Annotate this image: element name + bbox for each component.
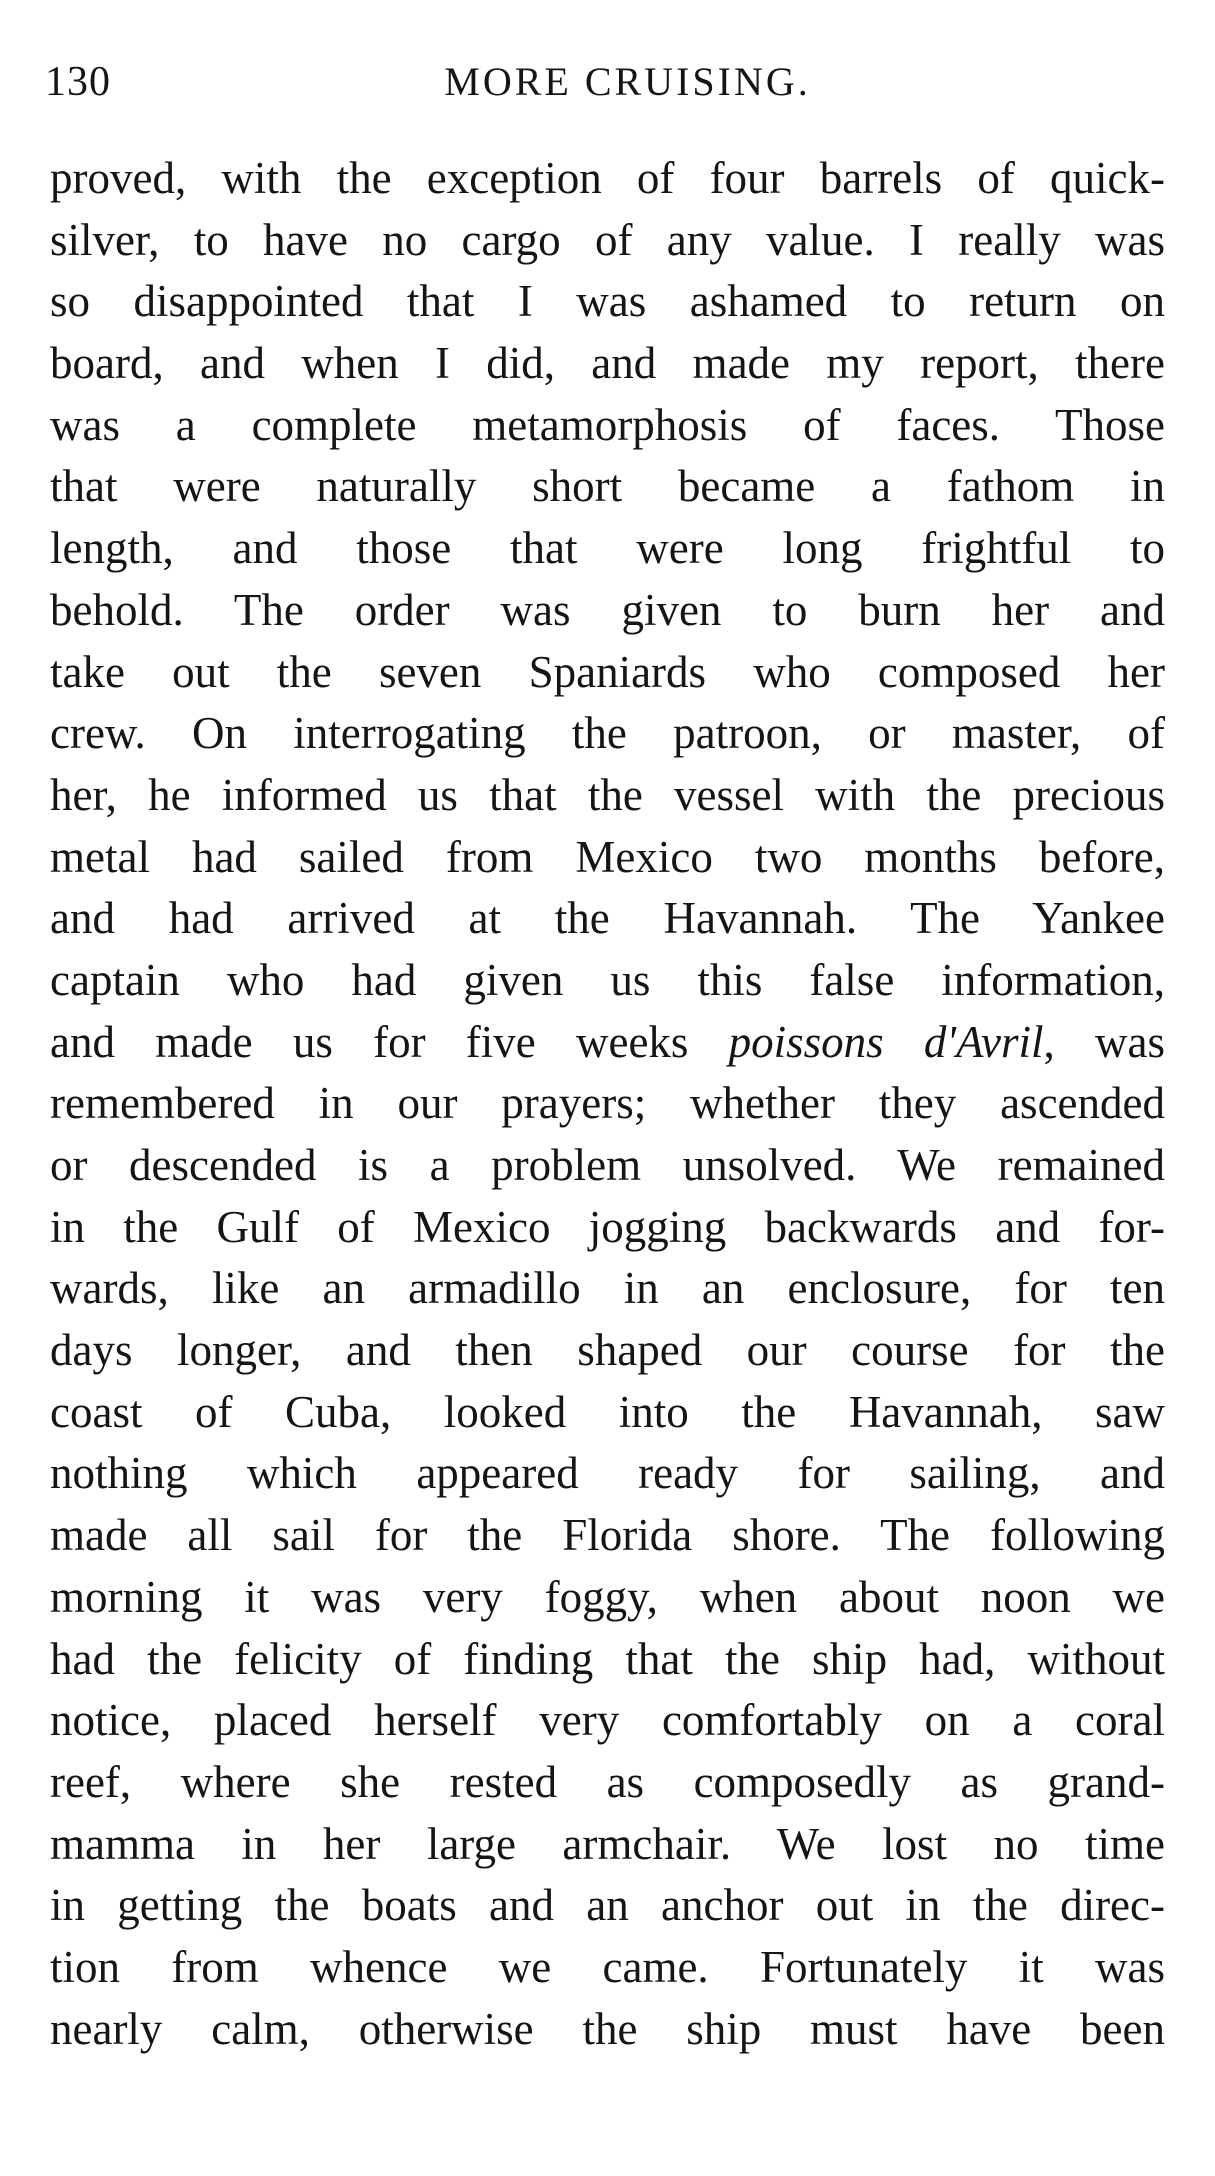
text-line: was a complete metamorphosis of faces. Those — [50, 399, 1165, 450]
text-line: tion from whence we came. Fortunately it was — [50, 1941, 1165, 1992]
text-line: reef, where she rested as composedly as grand- — [50, 1756, 1165, 1807]
text-line: captain who had given us this false information, — [50, 954, 1165, 1005]
text-line: nothing which appeared ready for sailing, and — [50, 1448, 1165, 1499]
text-line: board, and when I did, and made my report, there — [50, 338, 1165, 389]
text-line: in getting the boats and an anchor out in the direc- — [50, 1880, 1165, 1931]
text-line: mamma in her large armchair. We lost no time — [50, 1818, 1165, 1869]
text-segment: and made us for five weeks — [50, 1016, 729, 1067]
text-line: or descended is a problem unsolved. We remained — [50, 1140, 1165, 1190]
running-title: MORE CRUISING. — [444, 59, 811, 104]
text-line-with-italic — [50, 1012, 1165, 1074]
text-line: silver, to have no cargo of any value. I really was — [50, 214, 1165, 265]
text-segment: , was — [1043, 1016, 1165, 1067]
text-line: proved, with the exception of four barrels of quick- — [50, 153, 1165, 203]
text-line: behold. The order was given to burn her and — [50, 584, 1165, 635]
text-line: take out the seven Spaniards who composed her — [50, 646, 1165, 697]
text-line: her, he informed us that the vessel with the precious — [50, 769, 1165, 820]
text-line: remembered in our prayers; whether they ascended — [50, 1078, 1165, 1129]
text-line: in the Gulf of Mexico jogging backwards and for- — [50, 1201, 1165, 1252]
page-number: 130 — [45, 59, 111, 105]
text-line: length, and those that were long frightful to — [50, 523, 1165, 574]
text-line: had the felicity of finding that the ship had, without — [50, 1633, 1165, 1684]
text-line: metal had sailed from Mexico two months before, — [50, 831, 1165, 882]
text-line: nearly calm, otherwise the ship must have been — [50, 2003, 1165, 2054]
text-line: that were naturally short became a fathom in — [50, 461, 1165, 512]
text-line: and had arrived at the Havannah. The Yankee — [50, 893, 1165, 944]
text-line: notice, placed herself very comfortably on a coral — [50, 1695, 1165, 1746]
italic-phrase: poissons d'Avril — [728, 1016, 1044, 1067]
body-text — [50, 148, 1165, 2060]
text-line: made all sail for the Florida shore. The following — [50, 1510, 1165, 1561]
page-header — [45, 58, 1170, 118]
text-line: coast of Cuba, looked into the Havannah, saw — [50, 1386, 1165, 1437]
text-line: crew. On interrogating the patroon, or master, of — [50, 708, 1165, 759]
text-line: days longer, and then shaped our course for the — [50, 1325, 1165, 1376]
text-line: wards, like an armadillo in an enclosure, for ten — [50, 1263, 1165, 1314]
text-line: morning it was very foggy, when about noon we — [50, 1571, 1165, 1622]
text-line: so disappointed that I was ashamed to return on — [50, 276, 1165, 327]
